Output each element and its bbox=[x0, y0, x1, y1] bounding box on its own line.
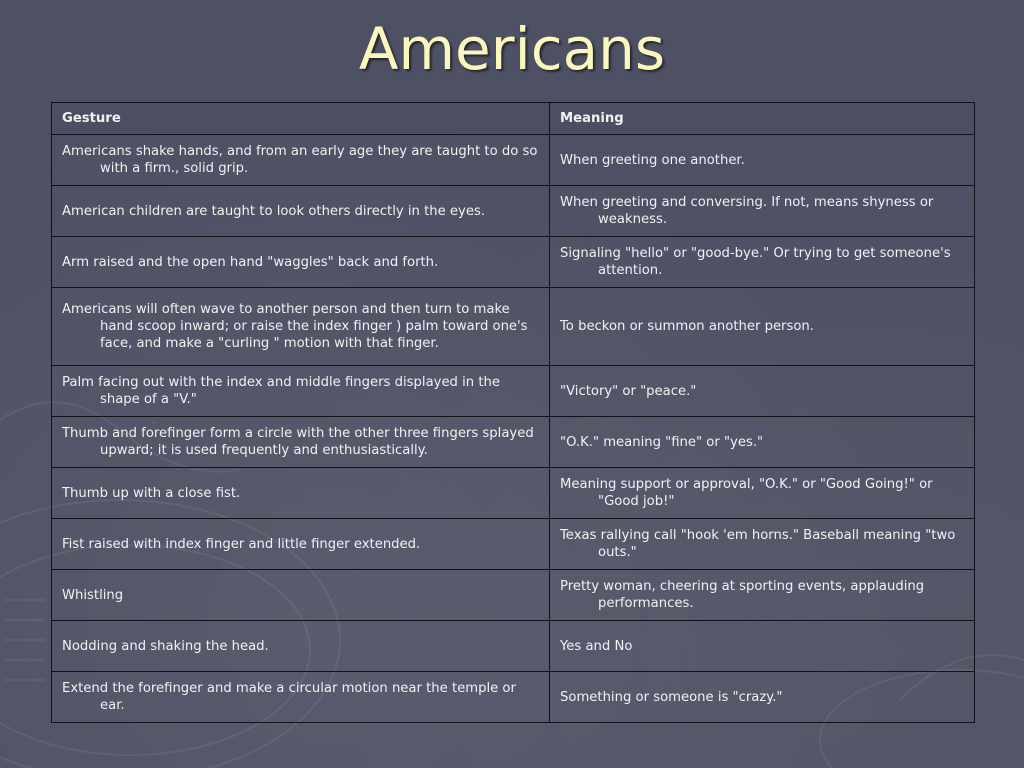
meaning-cell bbox=[550, 519, 975, 570]
gesture-cell bbox=[52, 186, 550, 237]
table-row bbox=[52, 570, 975, 621]
gesture-cell bbox=[52, 135, 550, 186]
meaning-text: To beckon or summon another person. bbox=[560, 319, 814, 334]
meaning-cell bbox=[550, 288, 975, 366]
gesture-cell bbox=[52, 570, 550, 621]
gesture-text: Thumb and forefinger form a circle with the other three fingers splayed upward; it is used frequently and enthusiastically. bbox=[62, 426, 534, 458]
gesture-cell bbox=[52, 237, 550, 288]
table-row bbox=[52, 519, 975, 570]
gesture-text: Thumb up with a close fist. bbox=[62, 485, 241, 501]
gesture-text: Extend the forefinger and make a circular motion near the temple or ear. bbox=[62, 681, 516, 713]
gesture-cell bbox=[52, 417, 550, 468]
gesture-text: Nodding and shaking the head. bbox=[62, 638, 269, 654]
meaning-text: When greeting and conversing. If not, means shyness or weakness. bbox=[560, 195, 934, 227]
gesture-cell bbox=[52, 672, 550, 723]
table-row bbox=[52, 186, 975, 237]
table-row bbox=[52, 135, 975, 186]
table-row bbox=[52, 468, 975, 519]
gesture-text: Palm facing out with the index and middle fingers displayed in the shape of a "V." bbox=[62, 375, 500, 407]
meaning-text: "O.K." meaning "fine" or "yes." bbox=[560, 434, 764, 450]
gesture-text: Arm raised and the open hand "waggles" back and forth. bbox=[62, 254, 439, 270]
meaning-cell bbox=[550, 621, 975, 672]
meaning-cell bbox=[550, 417, 975, 468]
gesture-text: Americans will often wave to another person and then turn to make hand scoop inward; or raise the index finger ) palm toward one's face, and make a "curling " motion with that finger. bbox=[62, 302, 528, 351]
meaning-cell bbox=[550, 570, 975, 621]
gesture-text: American children are taught to look others directly in the eyes. bbox=[62, 203, 486, 219]
table-row bbox=[52, 288, 975, 366]
table-row bbox=[52, 417, 975, 468]
meaning-cell bbox=[550, 672, 975, 723]
meaning-text: When greeting one another. bbox=[560, 152, 745, 168]
table-row bbox=[52, 366, 975, 417]
gesture-text: Whistling bbox=[62, 587, 124, 603]
slide-title: Americans bbox=[358, 15, 666, 83]
meaning-cell bbox=[550, 186, 975, 237]
table-row bbox=[52, 621, 975, 672]
meaning-cell bbox=[550, 366, 975, 417]
meaning-text: Texas rallying call "hook 'em horns." Baseball meaning "two outs." bbox=[560, 528, 956, 560]
meaning-cell bbox=[550, 135, 975, 186]
header-gesture: Gesture bbox=[52, 103, 550, 135]
meaning-text: Something or someone is "crazy." bbox=[560, 689, 783, 705]
meaning-text: "Victory" or "peace." bbox=[560, 383, 697, 399]
table-header-row bbox=[52, 103, 975, 135]
gestures-table bbox=[51, 102, 975, 723]
gesture-cell bbox=[52, 621, 550, 672]
gesture-cell bbox=[52, 288, 550, 366]
meaning-text: Signaling "hello" or "good-bye." Or trying to get someone's attention. bbox=[560, 246, 951, 278]
gesture-text: Americans shake hands, and from an early age they are taught to do so with a firm., solid grip. bbox=[62, 144, 538, 176]
meaning-text: Meaning support or approval, "O.K." or "Good Going!" or "Good job!" bbox=[560, 477, 933, 509]
gesture-cell bbox=[52, 366, 550, 417]
header-meaning: Meaning bbox=[550, 103, 975, 135]
meaning-text: Pretty woman, cheering at sporting events, applauding performances. bbox=[560, 579, 925, 611]
meaning-cell bbox=[550, 237, 975, 288]
gesture-cell bbox=[52, 519, 550, 570]
gesture-text: Fist raised with index finger and little finger extended. bbox=[62, 536, 421, 552]
table-row bbox=[52, 237, 975, 288]
table-row bbox=[52, 672, 975, 723]
gesture-cell bbox=[52, 468, 550, 519]
meaning-cell bbox=[550, 468, 975, 519]
meaning-text: Yes and No bbox=[560, 638, 633, 654]
